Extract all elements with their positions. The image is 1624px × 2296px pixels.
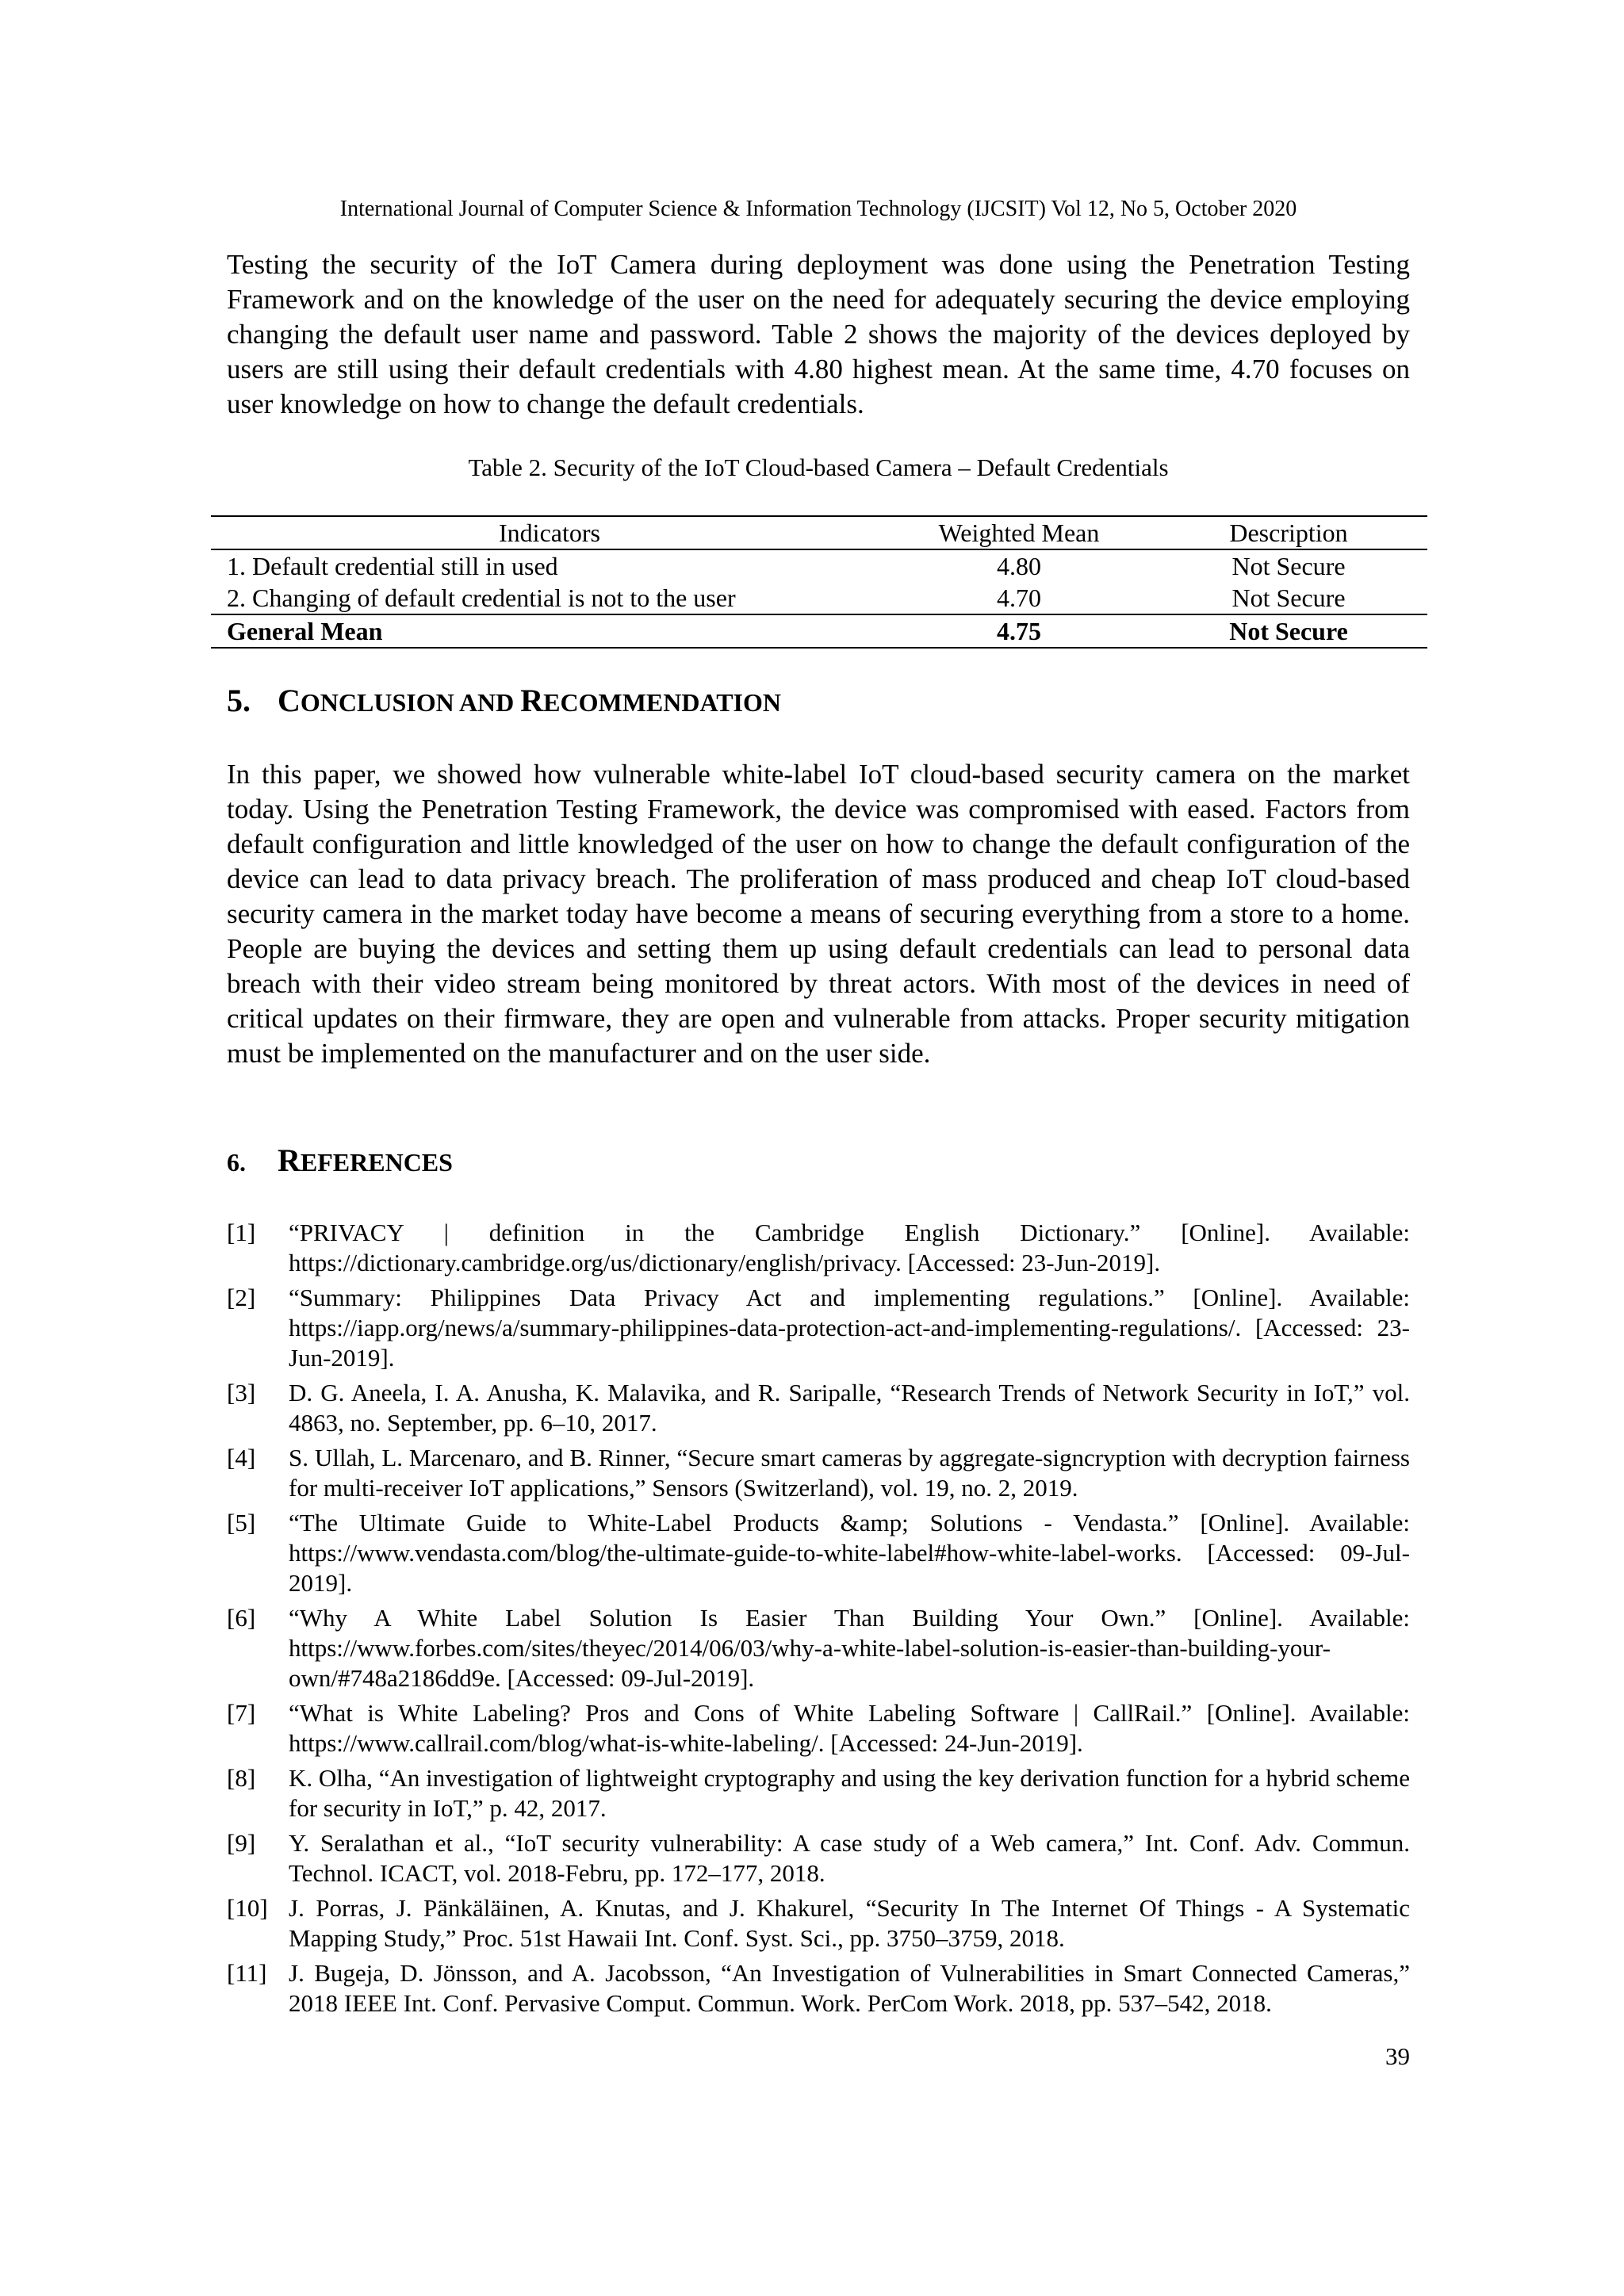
security-table [211, 515, 1427, 649]
intro-paragraph: Testing the security of the IoT Camera during deployment was done using the Penetration Testing Framework and on the knowledge of the user on the need for adequately securing the device employing changing the default user name and password. Table 2 shows the majority of the devices deployed by users are still using their default credentials with 4.80 highest mean. At the same time, 4.70 focuses on user knowledge on how to change the default credentials. [227, 249, 1410, 419]
reference-item: [2] “Summary: Philippines Data Privacy Act and implementing regulations.” [Online]. Available: https://iapp.org/news/a/summary-philippines-data-protection-act-and-implementing-regulations/. [Accessed: 23-Jun-2019]. [227, 1284, 1410, 1372]
journal-header: International Journal of Computer Science & Information Technology (IJCSIT) Vol 12, No 5, October 2020 [339, 197, 1297, 221]
header-indicators: Indicators [211, 516, 888, 549]
reference-item: [11] J. Bugeja, D. Jönsson, and A. Jacobsson, “An Investigation of Vulnerabilities in Smart Connected Cameras,” 2018 IEEE Int. Conf. Pervasive Comput. Commun. Work. PerCom Work. 2018, pp. 537–542, 2018. [227, 1959, 1410, 2017]
row-mean: 4.70 [997, 584, 1041, 612]
reference-item: [3] D. G. Aneela, I. A. Anusha, K. Malavika, and R. Saripalle, “Research Trends of Network Security in IoT,” vol. 4863, no. September, pp. 6–10, 2017. [227, 1379, 1410, 1437]
reference-item: [1] “PRIVACY | definition in the Cambridge English Dictionary.” [Online]. Available: https://dictionary.cambridge.org/us/dictionary/english/privacy. [Accessed: 23-Jun-2019]. [227, 1219, 1410, 1276]
reference-item: [7] “What is White Labeling? Pros and Cons of White Labeling Software | CallRail.” [Online]. Available: https://www.callrail.com/blog/what-is-white-labeling/. [Accessed: 24-Jun-2019]. [227, 1699, 1410, 1757]
row-description: Not Secure [1231, 584, 1346, 612]
reference-item: [6] “Why A White Label Solution Is Easier Than Building Your Own.” [Online]. Available: https://www.forbes.com/sites/theyec/2014/06/03/why-a-white-label-solution-is-easier-than-building-your-own/#748a2186dd9e. [Accessed: 09-Jul-2019]. [227, 1604, 1410, 1692]
row-indicator: 2. Changing of default credential is not to the user [227, 584, 736, 612]
general-mean: 4.75 [888, 614, 1150, 648]
table-row [211, 582, 1427, 614]
reference-item: [8] K. Olha, “An investigation of lightweight cryptography and using the key derivation function for a hybrid scheme for security in IoT,” p. 42, 2017. [227, 1764, 1410, 1822]
row-description: Not Secure [1231, 552, 1346, 580]
conclusion-paragraph: In this paper, we showed how vulnerable white-label IoT cloud-based security camera on the market today. Using the Penetration Testing Framework, the device was compromised with eased. Factors from default configuration and little knowledged of the user on how to change the default configuration of the device can lead to data privacy breach. The proliferation of mass produced and cheap IoT cloud-based security camera in the market today have become a means of securing everything from a store to a home. People are buying the devices and setting them up using default credentials can lead to personal data breach with their video stream being monitored by threat actors. With most of the devices in need of critical updates on their firmware, they are open and vulnerable from attacks. Proper security mitigation must be implemented on the manufacturer and on the user side. [227, 759, 1410, 1069]
table-caption: Table 2. Security of the IoT Cloud-based Camera – Default Credentials [468, 453, 1169, 481]
header-weighted-mean: Weighted Mean [888, 516, 1150, 549]
reference-item: [5] “The Ultimate Guide to White-Label Products &amp; Solutions - Vendasta.” [Online]. Available: https://www.vendasta.com/blog/the-ultimate-guide-to-white-label#how-white-label-works. [Accessed: 09-Jul-2019]. [227, 1509, 1410, 1597]
table-general-mean-row [211, 614, 1427, 648]
reference-item: [9] Y. Seralathan et al., “IoT security vulnerability: A case study of a Web camera,” Int. Conf. Adv. Commun. Technol. ICACT, vol. 2018-Febru, pp. 172–177, 2018. [227, 1829, 1410, 1887]
references-list [227, 1218, 1410, 2023]
row-mean: 4.80 [997, 552, 1041, 580]
table-row [211, 549, 1427, 582]
reference-item: [10] J. Porras, J. Pänkäläinen, A. Knutas, and J. Khakurel, “Security In The Internet Of Things - A Systematic Mapping Study,” Proc. 51st Hawaii Int. Conf. Syst. Sci., pp. 3750–3759, 2018. [227, 1894, 1410, 1952]
section-6-number: 6. [227, 1148, 246, 1177]
section-5-heading: 5. CONCLUSION AND RECOMMENDATION [227, 683, 781, 718]
section-5-number: 5. [227, 683, 251, 718]
header-description: Description [1150, 516, 1427, 549]
general-description: Not Secure [1150, 614, 1427, 648]
table-header-row [211, 516, 1427, 549]
section-6-heading: 6. REFERENCES [227, 1142, 453, 1178]
reference-item: [4] S. Ullah, L. Marcenaro, and B. Rinner, “Secure smart cameras by aggregate-signcryption with decryption fairness for multi-receiver IoT applications,” Sensors (Switzerland), vol. 19, no. 2, 2019. [227, 1444, 1410, 1502]
general-label: General Mean [211, 614, 888, 648]
page-number: 39 [1385, 2042, 1410, 2070]
row-indicator: 1. Default credential still in used [227, 552, 558, 580]
